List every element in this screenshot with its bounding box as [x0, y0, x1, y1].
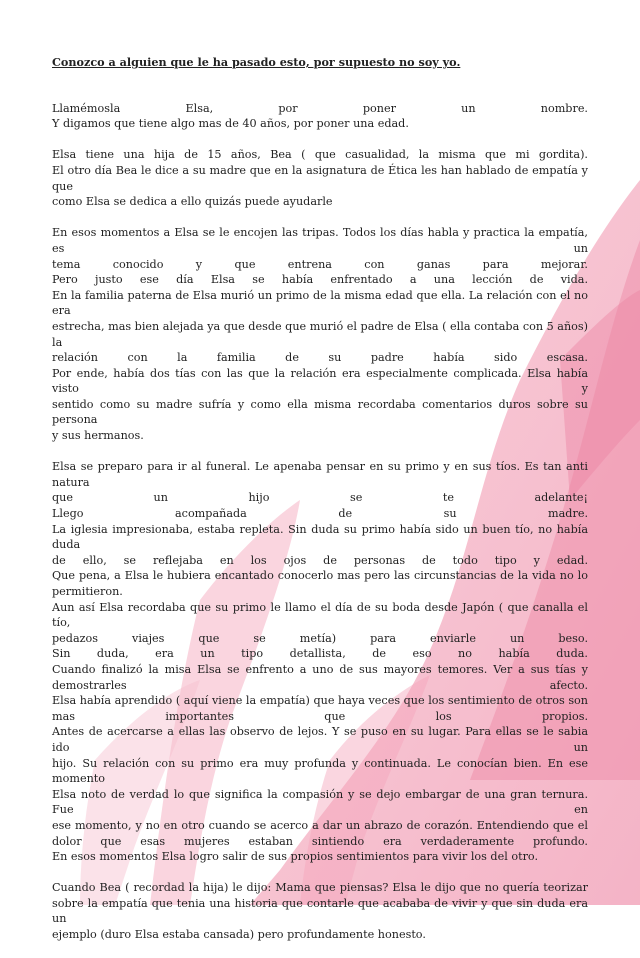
- text-line: sentido como su madre sufría y como ella misma recordaba comentarios duros sobre su persona: [52, 397, 588, 427]
- text-line: relación con la familia de su padre había sido escasa.: [52, 351, 588, 365]
- text-line: que un hijo se te adelante¡: [52, 491, 588, 505]
- text-line: hijo. Su relación con su primo era muy profunda y continuada. Le conocían bien. En ese momento: [52, 756, 588, 786]
- paragraphs-container: [52, 101, 588, 943]
- text-line: dolor que esas mujeres estaban sintiendo era verdaderamente profundo.: [52, 834, 588, 848]
- text-line: Antes de acercarse a ellas las observo de lejos. Y se puso en su lugar. Para ellas se le sabia ido un: [52, 725, 588, 754]
- paragraph: [52, 880, 588, 942]
- text-line: En esos momentos Elsa logro salir de sus propios sentimientos para vivir los del otro.: [52, 850, 539, 864]
- text-line: Elsa noto de verdad lo que significa la compasión y se dejo embargar de una gran ternura. Fue en: [52, 787, 588, 817]
- text-line: mas importantes que los propios.: [52, 709, 588, 723]
- paragraph: [52, 147, 588, 209]
- text-line: Llamémosla Elsa, por poner un nombre.: [52, 101, 588, 115]
- text-line: Cuando Bea ( recordad la hija) le dijo: Mama que piensas? Elsa le dijo que no quería teorizar: [52, 881, 588, 895]
- text-line: tema conocido y que entrena con ganas para mejorar.: [52, 257, 588, 271]
- text-line: ejemplo (duro Elsa estaba cansada) pero profundamente honesto.: [52, 928, 426, 942]
- text-line: estrecha, mas bien alejada ya que desde que murió el padre de Elsa ( ella contaba con 5 años) la: [52, 319, 588, 349]
- text-line: El otro día Bea le dice a su madre que en la asignatura de Ética les han hablado de empatía y que: [52, 163, 588, 193]
- document-title: Conozco a alguien que le ha pasado esto, por supuesto no soy yo.: [52, 55, 461, 69]
- text-line: demostrarles afecto.: [52, 678, 588, 692]
- text-line: Y digamos que tiene algo mas de 40 años, por poner una edad.: [52, 117, 409, 131]
- text-line: Llego acompañada de su madre.: [52, 507, 588, 521]
- text-line: Cuando finalizó la misa Elsa se enfrento a uno de sus mayores temores. Ver a sus tías y: [52, 662, 588, 676]
- text-line: ese momento, y no en otro cuando se acerco a dar un abrazo de corazón. Entendiendo que el: [52, 818, 588, 832]
- paragraph: [52, 101, 588, 132]
- paragraph: [52, 459, 588, 864]
- text-line: Por ende, había dos tías con las que la relación era especialmente complicada. Elsa había visto y: [52, 366, 588, 396]
- text-line: Elsa tiene una hija de 15 años, Bea ( que casualidad, la misma que mi gordita).: [52, 148, 588, 162]
- text-line: Que pena, a Elsa le hubiera encantado conocerlo mas pero las circunstancias de la vida no lo: [52, 569, 588, 583]
- text-line: En esos momentos a Elsa se le encojen las tripas. Todos los días habla y practica la empatía, es un: [52, 226, 588, 255]
- text-line: como Elsa se dedica a ello quizás puede ayudarle: [52, 195, 333, 209]
- text-line: Aun así Elsa recordaba que su primo le llamo el día de su boda desde Japón ( que canalla el tío,: [52, 600, 588, 630]
- text-line: y sus hermanos.: [52, 429, 144, 443]
- text-line: Elsa se preparo para ir al funeral. Le apenaba pensar en su primo y en sus tíos. Es tan anti natura: [52, 460, 588, 489]
- paragraph: [52, 225, 588, 443]
- text-line: Pero justo ese día Elsa se había enfrentado a una lección de vida.: [52, 273, 588, 287]
- text-line: La iglesia impresionaba, estaba repleta. Sin duda su primo había sido un buen tío, no había duda: [52, 522, 588, 552]
- text-line: permitieron.: [52, 585, 123, 598]
- text-line: Sin duda, era un tipo detallista, de eso no había duda.: [52, 647, 588, 661]
- text-line: sobre la empatía que tenia una historia que contarle que acababa de vivir y que sin duda era un: [52, 896, 588, 926]
- text-line: Elsa había aprendido ( aquí viene la empatía) que haya veces que los sentimiento de otros son: [52, 694, 588, 708]
- text-line: En la familia paterna de Elsa murió un primo de la misma edad que ella. La relación con el no era: [52, 288, 588, 318]
- text-line: pedazos viajes que se metía) para enviarle un beso.: [52, 631, 588, 645]
- text-line: de ello, se reflejaba en los ojos de personas de todo tipo y edad.: [52, 553, 588, 567]
- document-body: [52, 55, 588, 958]
